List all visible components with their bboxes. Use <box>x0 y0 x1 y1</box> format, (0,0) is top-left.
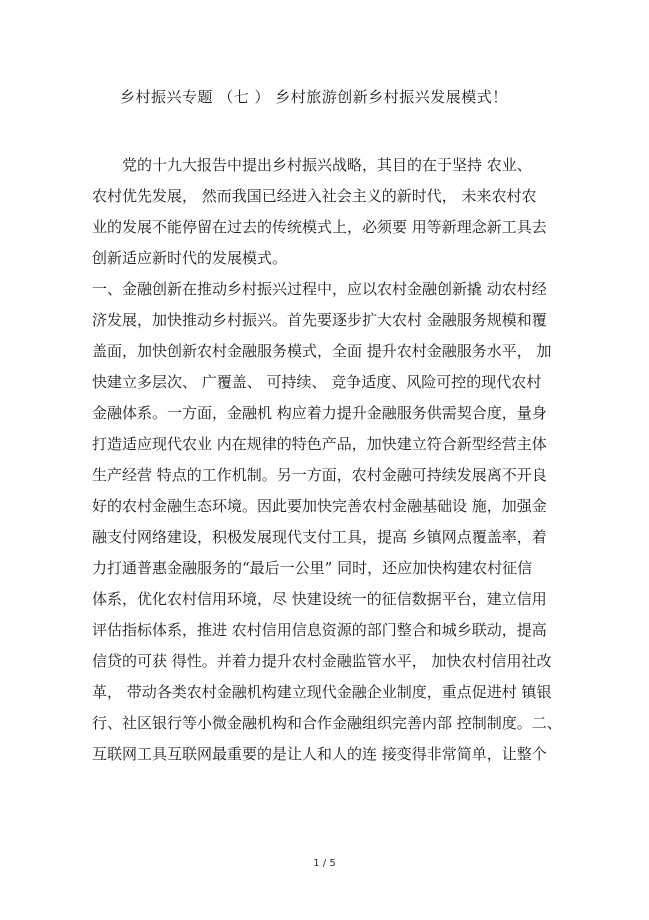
document-title: 乡村振兴专题 （七 ） 乡村旅游创新乡村振兴发展模式！ <box>120 88 508 106</box>
body-line: 业的发展不能停留在过去的传统模式上，必须要 用等新理念新工具去 <box>92 218 547 236</box>
body-line: 一、金融创新在推动乡村振兴过程中，应以农村金融创新撬 动农村经 <box>92 280 547 298</box>
body-line: 互联网工具互联网最重要的是让人和人的连 接变得非常简单，让整个 <box>92 745 547 763</box>
body-line: 体系，优化农村信用环境，尽 快建设统一的征信数据平台，建立信用 <box>92 590 547 608</box>
document-body <box>92 150 562 770</box>
body-line: 济发展，加快推动乡村振兴。首先要逐步扩大农村 金融服务规模和覆 <box>92 311 547 329</box>
body-line: 融支付网络建设，积极发展现代支付工具，提高 乡镇网点覆盖率，着 <box>92 528 547 546</box>
body-line: 行、社区银行等小微金融机构和合作金融组织完善内部 控制制度。二、 <box>92 714 562 732</box>
body-line: 革， 带动各类农村金融机构建立现代金融企业制度，重点促进村 镇银 <box>92 683 552 701</box>
body-line: 评估指标体系，推进 农村信用信息资源的部门整合和城乡联动，提高 <box>92 621 547 639</box>
body-line: 信贷的可获 得性。并着力提升农村金融监管水平， 加快农村信用社改 <box>92 652 552 670</box>
page-number: 1 / 5 <box>313 858 336 869</box>
body-line: 创新适应新时代的发展模式。 <box>92 249 288 267</box>
body-line: 盖面，加快创新农村金融服务模式，全面 提升农村金融服务水平， 加 <box>92 342 552 360</box>
body-line: 好的农村金融生态环境。因此要加快完善农村金融基础设 施，加强金 <box>92 497 547 515</box>
body-line: 力打通普惠金融服务的“最后一公里” 同时，还应加快构建农村征信 <box>92 559 533 577</box>
body-line: 快建立多层次、 广覆盖、 可持续、 竞争适度、风险可控的现代农村 <box>92 373 542 391</box>
body-line: 金融体系。一方面，金融机 构应着力提升金融服务供需契合度，量身 <box>92 404 547 422</box>
body-line: 党的十九大报告中提出乡村振兴战略，其目的在于坚持 农业、 <box>92 156 532 174</box>
body-line: 农村优先发展， 然而我国已经进入社会主义的新时代， 未来农村农 <box>92 187 537 205</box>
body-line: 生产经营 特点的工作机制。另一方面，农村金融可持续发展离不开良 <box>92 466 547 484</box>
body-line: 打造适应现代农业 内在规律的特色产品，加快建立符合新型经营主体 <box>92 435 547 453</box>
